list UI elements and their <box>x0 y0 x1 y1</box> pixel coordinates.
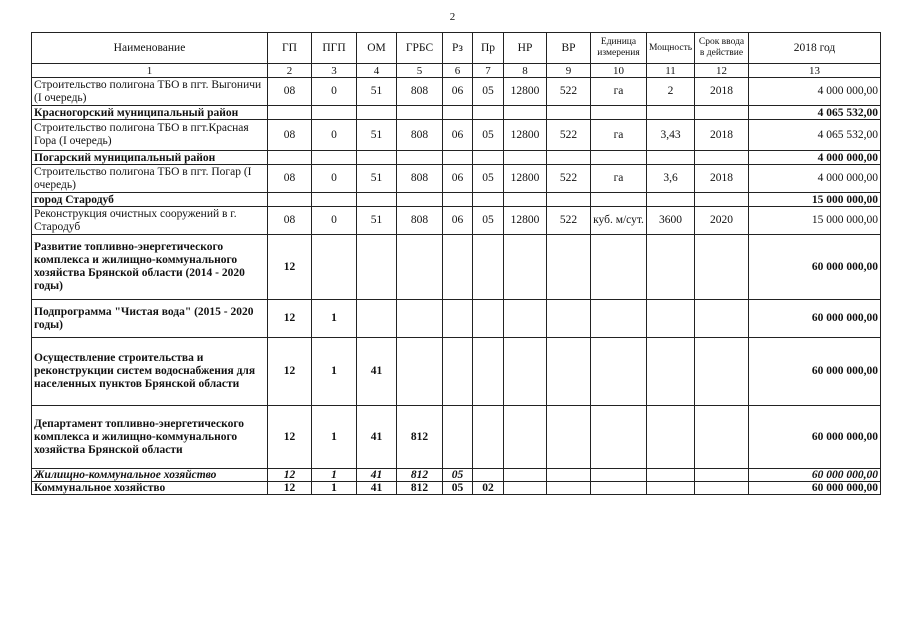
cell-year: 4 065 532,00 <box>749 106 881 120</box>
cell-np <box>504 338 547 406</box>
cell-pr <box>473 338 504 406</box>
cell-capacity: 3,43 <box>647 120 695 151</box>
cell-pgp: 1 <box>312 406 357 469</box>
column-number: 2 <box>268 64 312 78</box>
cell-np <box>504 300 547 338</box>
cell-unit <box>591 469 647 482</box>
cell-om <box>357 300 397 338</box>
cell-unit <box>591 482 647 495</box>
cell-year: 60 000 000,00 <box>749 406 881 469</box>
cell-om: 41 <box>357 338 397 406</box>
cell-rz <box>443 193 473 207</box>
cell-om <box>357 151 397 165</box>
cell-capacity <box>647 106 695 120</box>
cell-om: 51 <box>357 165 397 193</box>
cell-year: 4 000 000,00 <box>749 151 881 165</box>
cell-pgp <box>312 151 357 165</box>
table-row <box>32 406 881 469</box>
cell-gp: 08 <box>268 165 312 193</box>
cell-term <box>695 482 749 495</box>
cell-vr <box>547 482 591 495</box>
column-number: 3 <box>312 64 357 78</box>
header-pr: Пр <box>473 33 504 64</box>
cell-pr <box>473 193 504 207</box>
cell-grbs: 808 <box>397 207 443 235</box>
cell-vr <box>547 300 591 338</box>
cell-term <box>695 406 749 469</box>
cell-om: 51 <box>357 78 397 106</box>
cell-year: 4 000 000,00 <box>749 165 881 193</box>
cell-np <box>504 151 547 165</box>
cell-rz <box>443 106 473 120</box>
cell-rz: 06 <box>443 165 473 193</box>
cell-gp: 08 <box>268 78 312 106</box>
cell-rz: 05 <box>443 482 473 495</box>
header-gp: ГП <box>268 33 312 64</box>
cell-om: 41 <box>357 469 397 482</box>
cell-om <box>357 235 397 300</box>
cell-np <box>504 106 547 120</box>
table-row <box>32 235 881 300</box>
cell-np <box>504 406 547 469</box>
cell-vr <box>547 469 591 482</box>
cell-np <box>504 469 547 482</box>
cell-year: 15 000 000,00 <box>749 193 881 207</box>
cell-om: 51 <box>357 207 397 235</box>
cell-pr <box>473 406 504 469</box>
cell-grbs: 812 <box>397 469 443 482</box>
cell-gp: 08 <box>268 207 312 235</box>
cell-pr: 05 <box>473 120 504 151</box>
column-number: 6 <box>443 64 473 78</box>
cell-unit <box>591 151 647 165</box>
cell-unit: куб. м/сут. <box>591 207 647 235</box>
cell-pgp: 0 <box>312 120 357 151</box>
cell-om <box>357 193 397 207</box>
cell-name: Строительство полигона ТБО в пгт. Погар (I очередь) <box>32 165 268 193</box>
cell-rz: 05 <box>443 469 473 482</box>
cell-term <box>695 235 749 300</box>
cell-grbs: 808 <box>397 165 443 193</box>
cell-name: Красногорский муниципальный район <box>32 106 268 120</box>
cell-unit <box>591 235 647 300</box>
cell-np: 12800 <box>504 207 547 235</box>
header-term: Срок ввода в действие <box>695 33 749 64</box>
cell-term <box>695 193 749 207</box>
table-row <box>32 120 881 151</box>
table-row <box>32 151 881 165</box>
cell-grbs <box>397 106 443 120</box>
cell-gp: 12 <box>268 300 312 338</box>
cell-name: Жилищно-коммунальное хозяйство <box>32 469 268 482</box>
cell-name: Департамент топливно-энергетического комплекса и жилищно-коммунального хозяйства Брянской области <box>32 406 268 469</box>
cell-grbs <box>397 300 443 338</box>
cell-pr <box>473 300 504 338</box>
cell-name: Строительство полигона ТБО в пгт.Красная Гора (I очередь) <box>32 120 268 151</box>
cell-capacity: 3,6 <box>647 165 695 193</box>
cell-grbs: 808 <box>397 78 443 106</box>
cell-unit <box>591 338 647 406</box>
table-row <box>32 469 881 482</box>
cell-grbs <box>397 193 443 207</box>
column-number: 5 <box>397 64 443 78</box>
cell-pr <box>473 469 504 482</box>
cell-unit <box>591 300 647 338</box>
cell-term <box>695 106 749 120</box>
column-number: 13 <box>749 64 881 78</box>
header-year: 2018 год <box>749 33 881 64</box>
column-number: 1 <box>32 64 268 78</box>
cell-pr <box>473 235 504 300</box>
cell-om: 41 <box>357 406 397 469</box>
cell-year: 60 000 000,00 <box>749 235 881 300</box>
cell-grbs: 808 <box>397 120 443 151</box>
cell-om <box>357 106 397 120</box>
cell-capacity <box>647 338 695 406</box>
cell-pgp: 0 <box>312 78 357 106</box>
cell-np <box>504 235 547 300</box>
cell-rz <box>443 406 473 469</box>
cell-vr <box>547 235 591 300</box>
cell-capacity <box>647 193 695 207</box>
cell-pgp <box>312 235 357 300</box>
header-grbs: ГРБС <box>397 33 443 64</box>
cell-vr: 522 <box>547 120 591 151</box>
cell-term <box>695 300 749 338</box>
header-pgp: ПГП <box>312 33 357 64</box>
cell-rz <box>443 235 473 300</box>
cell-pgp <box>312 193 357 207</box>
table-row <box>32 106 881 120</box>
cell-term: 2018 <box>695 165 749 193</box>
cell-vr <box>547 338 591 406</box>
cell-pr: 05 <box>473 165 504 193</box>
cell-unit: га <box>591 120 647 151</box>
cell-grbs <box>397 151 443 165</box>
cell-vr <box>547 106 591 120</box>
header-np: НР <box>504 33 547 64</box>
cell-np: 12800 <box>504 78 547 106</box>
cell-term: 2020 <box>695 207 749 235</box>
cell-vr: 522 <box>547 207 591 235</box>
cell-year: 60 000 000,00 <box>749 300 881 338</box>
cell-gp <box>268 151 312 165</box>
column-number: 11 <box>647 64 695 78</box>
cell-name: Реконструкция очистных сооружений в г. Стародуб <box>32 207 268 235</box>
cell-pgp: 0 <box>312 165 357 193</box>
cell-year: 15 000 000,00 <box>749 207 881 235</box>
cell-year: 4 065 532,00 <box>749 120 881 151</box>
cell-gp: 12 <box>268 338 312 406</box>
cell-pr <box>473 106 504 120</box>
cell-term: 2018 <box>695 120 749 151</box>
cell-gp: 12 <box>268 406 312 469</box>
cell-om: 51 <box>357 120 397 151</box>
cell-gp <box>268 106 312 120</box>
header-name: Наименование <box>32 33 268 64</box>
cell-om: 41 <box>357 482 397 495</box>
table-row <box>32 193 881 207</box>
cell-capacity <box>647 235 695 300</box>
header-row <box>32 33 881 64</box>
cell-pgp: 1 <box>312 300 357 338</box>
cell-year: 60 000 000,00 <box>749 469 881 482</box>
cell-name: город Стародуб <box>32 193 268 207</box>
cell-term <box>695 469 749 482</box>
column-number: 10 <box>591 64 647 78</box>
cell-np: 12800 <box>504 120 547 151</box>
cell-capacity <box>647 469 695 482</box>
cell-pr: 05 <box>473 78 504 106</box>
cell-pr: 02 <box>473 482 504 495</box>
cell-np <box>504 482 547 495</box>
cell-unit: га <box>591 78 647 106</box>
cell-grbs: 812 <box>397 482 443 495</box>
cell-rz <box>443 300 473 338</box>
cell-year: 4 000 000,00 <box>749 78 881 106</box>
header-rz: Рз <box>443 33 473 64</box>
table-row <box>32 207 881 235</box>
cell-capacity <box>647 482 695 495</box>
column-number: 8 <box>504 64 547 78</box>
cell-gp: 12 <box>268 235 312 300</box>
cell-term: 2018 <box>695 78 749 106</box>
header-unit: Единица измерения <box>591 33 647 64</box>
cell-vr <box>547 406 591 469</box>
cell-pgp: 1 <box>312 338 357 406</box>
cell-vr: 522 <box>547 165 591 193</box>
cell-rz <box>443 151 473 165</box>
cell-rz: 06 <box>443 78 473 106</box>
table-row <box>32 338 881 406</box>
cell-capacity <box>647 406 695 469</box>
cell-capacity <box>647 300 695 338</box>
cell-rz <box>443 338 473 406</box>
cell-name: Развитие топливно-энергетического комплекса и жилищно-коммунального хозяйства Брянской области (2014 - 2020 годы) <box>32 235 268 300</box>
cell-unit <box>591 406 647 469</box>
column-number: 7 <box>473 64 504 78</box>
table-row <box>32 165 881 193</box>
cell-year: 60 000 000,00 <box>749 338 881 406</box>
budget-table <box>31 32 881 495</box>
cell-unit: га <box>591 165 647 193</box>
column-number: 12 <box>695 64 749 78</box>
cell-year: 60 000 000,00 <box>749 482 881 495</box>
cell-pgp: 1 <box>312 482 357 495</box>
page-number: 2 <box>449 11 456 23</box>
cell-grbs <box>397 235 443 300</box>
column-number-row <box>32 64 881 78</box>
cell-pgp: 0 <box>312 207 357 235</box>
cell-vr <box>547 151 591 165</box>
cell-rz: 06 <box>443 207 473 235</box>
table-row <box>32 300 881 338</box>
cell-capacity: 3600 <box>647 207 695 235</box>
cell-np: 12800 <box>504 165 547 193</box>
cell-name: Коммунальное хозяйство <box>32 482 268 495</box>
cell-name: Подпрограмма "Чистая вода" (2015 - 2020 годы) <box>32 300 268 338</box>
cell-pr: 05 <box>473 207 504 235</box>
cell-capacity <box>647 151 695 165</box>
column-number: 4 <box>357 64 397 78</box>
cell-term <box>695 338 749 406</box>
cell-name: Погарский муниципальный район <box>32 151 268 165</box>
table-row <box>32 78 881 106</box>
header-capacity: Мощность <box>647 33 695 64</box>
cell-term <box>695 151 749 165</box>
cell-unit <box>591 106 647 120</box>
cell-pgp <box>312 106 357 120</box>
column-number: 9 <box>547 64 591 78</box>
cell-name: Строительство полигона ТБО в пгт. Выгоничи (I очередь) <box>32 78 268 106</box>
table-body <box>32 78 881 495</box>
header-om: ОМ <box>357 33 397 64</box>
cell-pr <box>473 151 504 165</box>
cell-np <box>504 193 547 207</box>
cell-gp: 08 <box>268 120 312 151</box>
header-vr: ВР <box>547 33 591 64</box>
cell-pgp: 1 <box>312 469 357 482</box>
cell-gp <box>268 193 312 207</box>
cell-capacity: 2 <box>647 78 695 106</box>
cell-name: Осуществление строительства и реконструкции систем водоснабжения для населенных пунктов Брянской области <box>32 338 268 406</box>
cell-rz: 06 <box>443 120 473 151</box>
cell-unit <box>591 193 647 207</box>
table-row <box>32 482 881 495</box>
cell-vr: 522 <box>547 78 591 106</box>
cell-grbs <box>397 338 443 406</box>
cell-gp: 12 <box>268 469 312 482</box>
cell-gp: 12 <box>268 482 312 495</box>
cell-grbs: 812 <box>397 406 443 469</box>
cell-vr <box>547 193 591 207</box>
